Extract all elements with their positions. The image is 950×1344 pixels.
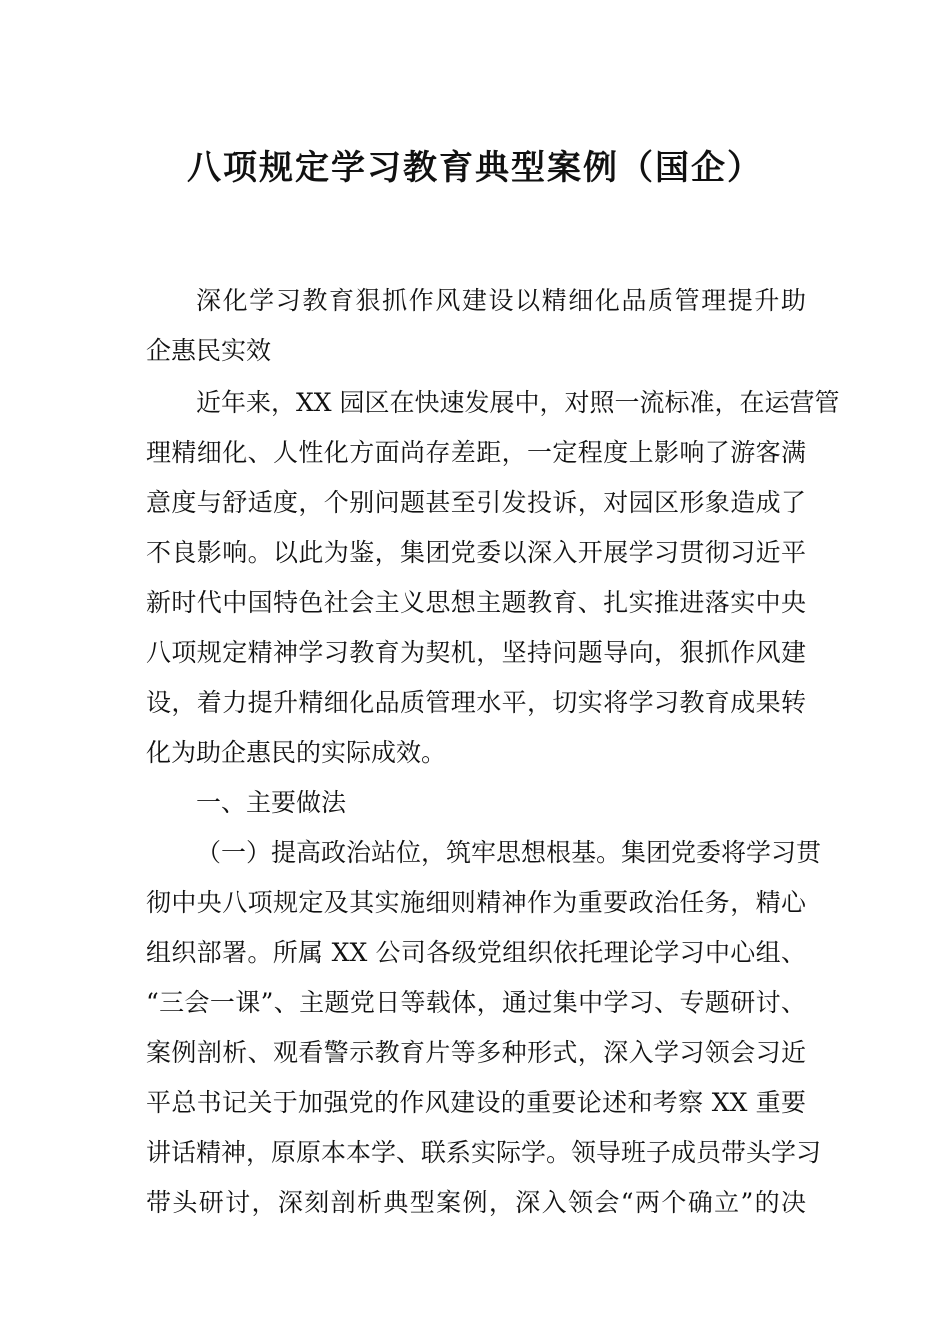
text-line: 案例剖析、观看警示教育片等多种形式，深入学习领会习近: [146, 1038, 806, 1067]
text-line: 带头研讨，深刻剖析典型案例，深入领会“两个确立”的决: [146, 1188, 806, 1217]
text-line: 化为助企惠民的实际成效。: [146, 738, 447, 767]
text-line: 近年来，XX 园区在快速发展中，对照一流标准，在运营管: [196, 388, 840, 417]
text-line: 理精细化、人性化方面尚存差距，一定程度上影响了游客满: [146, 438, 806, 467]
text-line: 企惠民实效: [146, 336, 272, 365]
text-line: 八项规定精神学习教育为契机，坚持问题导向，狠抓作风建: [146, 638, 806, 667]
text-line: 意度与舒适度，个别问题甚至引发投诉，对园区形象造成了: [146, 488, 806, 517]
text-line: 彻中央八项规定及其实施细则精神作为重要政治任务，精心: [146, 888, 806, 917]
text-line: 讲话精神，原原本本学、联系实际学。领导班子成员带头学习: [146, 1138, 822, 1167]
text-line: 新时代中国特色社会主义思想主题教育、扎实推进落实中央: [146, 588, 806, 617]
text-line: （一）提高政治站位，筑牢思想根基。集团党委将学习贯: [196, 838, 822, 867]
text-line: “三会一课”、主题党日等载体，通过集中学习、专题研讨、: [146, 988, 806, 1017]
text-line: 深化学习教育狠抓作风建设以精细化品质管理提升助: [196, 286, 806, 315]
document-title: 八项规定学习教育典型案例（国企）: [187, 148, 763, 188]
text-line: 组织部署。所属 XX 公司各级党组织依托理论学习中心组、: [146, 938, 806, 967]
text-line: 设，着力提升精细化品质管理水平，切实将学习教育成果转: [146, 688, 806, 717]
text-line: 平总书记关于加强党的作风建设的重要论述和考察 XX 重要: [146, 1088, 806, 1117]
text-line: 不良影响。以此为鉴，集团党委以深入开展学习贯彻习近平: [146, 538, 806, 567]
text-line: 一、主要做法: [196, 788, 347, 817]
